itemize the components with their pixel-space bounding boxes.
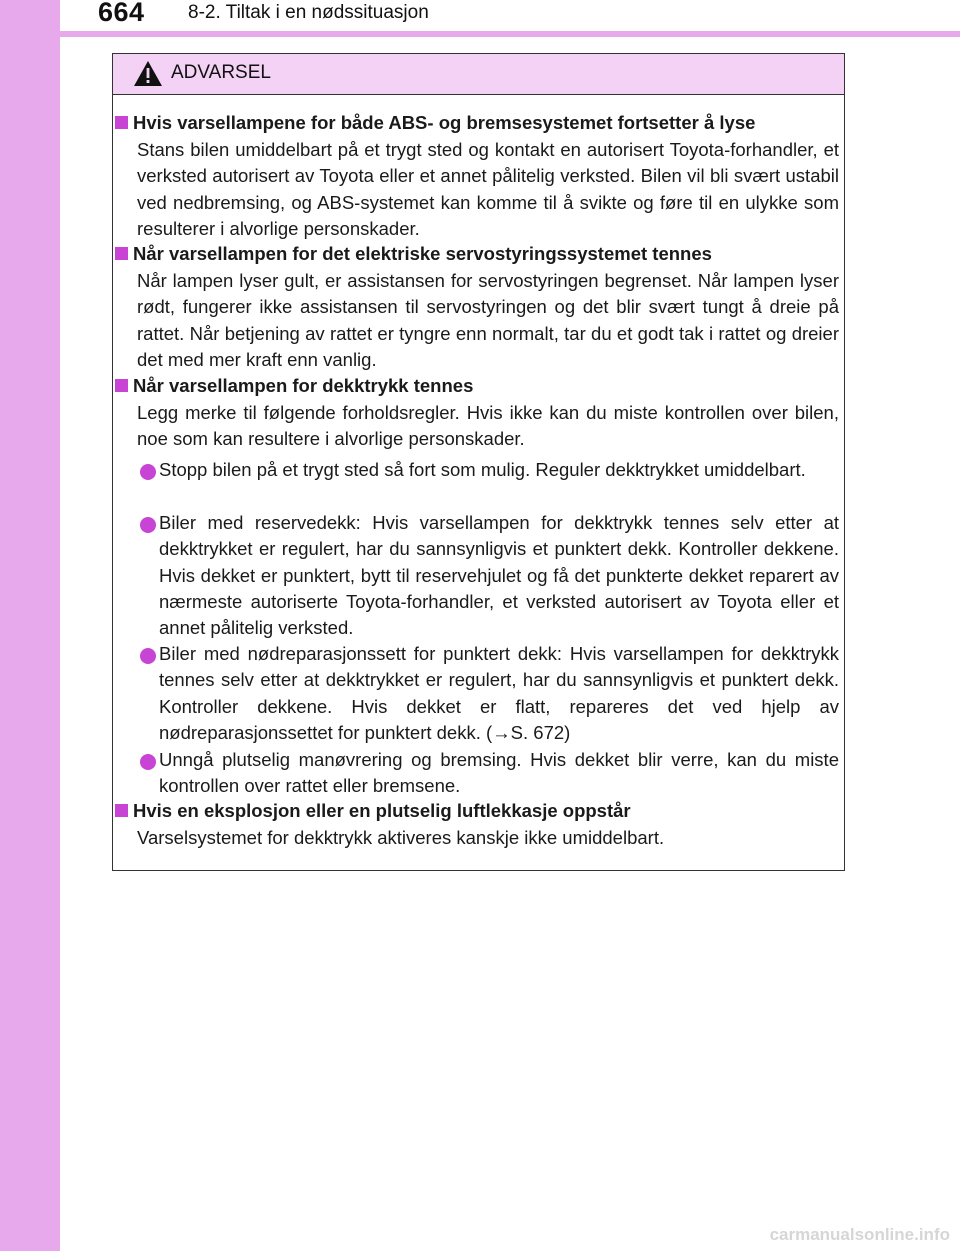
bullet-item: Unngå plutselig manøvrering og bremsing. Hvis dekket blir verre, kan du miste kontrollen over rattet eller bremsene. — [159, 749, 839, 797]
bullet-item: Biler med nødreparasjonssett for punktert dekk: Hvis varsellampen for dekktrykk tennes selv etter at dekktrykket er regulert, har du sannsynligvis et punktert dekk. Kontroller dekkene. Hvis dekket er flatt, repareres det ved hjelp av nødreparasjonssettet for punktert dekk. (→S. 672) — [159, 643, 839, 743]
left-margin-strip — [0, 0, 60, 1251]
warning-paragraph: Stans bilen umiddelbart på et trygt sted og kontakt en autorisert Toyota-forhandler, et verksted autorisert av Toyota eller et annet pålitelig verksted. Bilen vil bli svært ustabil ved nedbremsing, og ABS-systemet kan komme til å svikte og føre til en ulykke som resulterer i alvorlige personskader. — [137, 139, 839, 239]
square-bullet-icon — [115, 804, 128, 817]
watermark: carmanualsonline.info — [769, 1225, 950, 1244]
square-bullet-icon — [115, 379, 128, 392]
warning-paragraph: Legg merke til følgende forholdsregler. Hvis ikke kan du miste kontrollen over bilen, noe som kan resultere i alvorlige personskader. — [137, 402, 839, 450]
warning-triangle-icon — [133, 60, 163, 87]
header-rule — [0, 31, 960, 37]
bullet-item: Stopp bilen på et trygt sted så fort som mulig. Reguler dekktrykket umiddelbart. — [159, 459, 806, 480]
bullet-item: Biler med reservedekk: Hvis varsellampen for dekktrykk tennes selv etter at dekktrykket er regulert, har du sannsynligvis et punktert dekk. Kontroller dekkene. Hvis dekket er punktert, bytt til reservehjulet og få det punkterte dekket reparert av nærmeste autoriserte Toyota-forhandler, et verksted autorisert av Toyota eller et annet pålitelig verksted. — [159, 512, 839, 639]
warning-header — [113, 54, 844, 95]
warning-paragraph: Varselsystemet for dekktrykk aktiveres kanskje ikke umiddelbart. — [137, 827, 665, 848]
round-bullet-icon — [140, 648, 156, 664]
square-bullet-icon — [115, 116, 128, 129]
square-bullet-icon — [115, 247, 128, 260]
warning-paragraph: Når lampen lyser gult, er assistansen for servostyringen begrenset. Når lampen lyser rødt, fungerer ikke assistansen til servostyringen og det blir svært tungt å dreie på rattet. Når betjening av rattet er tyngre enn normalt, tar du et godt tak i rattet og dreier det med mer kraft enn vanlig. — [137, 270, 839, 370]
round-bullet-icon — [140, 464, 156, 480]
round-bullet-icon — [140, 517, 156, 533]
warning-box: ADVARSEL Hvis varsellampene for både ABS- og bremsesystemet fortsetter å lyse Stans bilen umiddelbart på et trygt sted og kontakt en autorisert Toyota-forhandler, et verksted autorisert av Toyota eller et annet pålitelig verksted. Bilen vil bli svært ustabil ved nedbremsing, og ABS-systemet kan komme til å svikte og føre til en ulykke som resulterer i alvorlige personskader. Når varsellampen for det elektriske servostyringssystemet tennes Når lampen lyser gult, er assistansen for servostyringen begrenset. Når lampen lyser rødt, fungerer ikke assistansen til servostyringen og det blir svært tungt å dreie på rattet. Når betjening av rattet er tyngre enn normalt, tar du et godt tak i rattet og dreier det med mer kraft enn vanlig. Når varsellampen for dekktrykk tennes Legg merke til følgende forholdsregler. Hvis ikke kan du miste kontrollen over bilen, noe som kan resultere i alvorlige personskader. Stopp bilen på et trygt sted så fort som mulig. Reguler dekktrykket umiddelbart. Biler med reservedekk: Hvis varsellampen for dekktrykk tennes selv etter at dekktrykket er regulert, har du sannsynligvis et punktert dekk. Kontroller dekkene. Hvis dekket er punktert, bytt til reservehjulet og få det punkterte dekket reparert av nærmeste autoriserte Toyota-forhandler, et verksted autorisert av Toyota eller et annet pålitelig verksted. Biler med nødreparasjonssett for punktert dekk: Hvis varsellampen for dekktrykk tennes selv etter at dekktrykket er regulert, har du sannsynligvis et punktert dekk. Kontroller dekkene. Hvis dekket er flatt, repareres det ved hjelp av nødreparasjonssettet for punktert dekk. (→S. 672) Unngå plutselig manøvrering og bremsing. Hvis dekket blir verre, kan du miste kontrollen over rattet eller bremsene. Hvis en eksplosjon eller en plutselig luftlekkasje oppstår Varselsystemet for dekktrykk aktiveres kanskje ikke umiddelbart. — [112, 53, 845, 871]
round-bullet-icon — [140, 754, 156, 770]
warning-label: ADVARSEL — [171, 62, 271, 83]
section-title: 8-2. Tiltak i en nødssituasjon — [188, 2, 429, 23]
page-number: 664 — [98, 0, 145, 27]
